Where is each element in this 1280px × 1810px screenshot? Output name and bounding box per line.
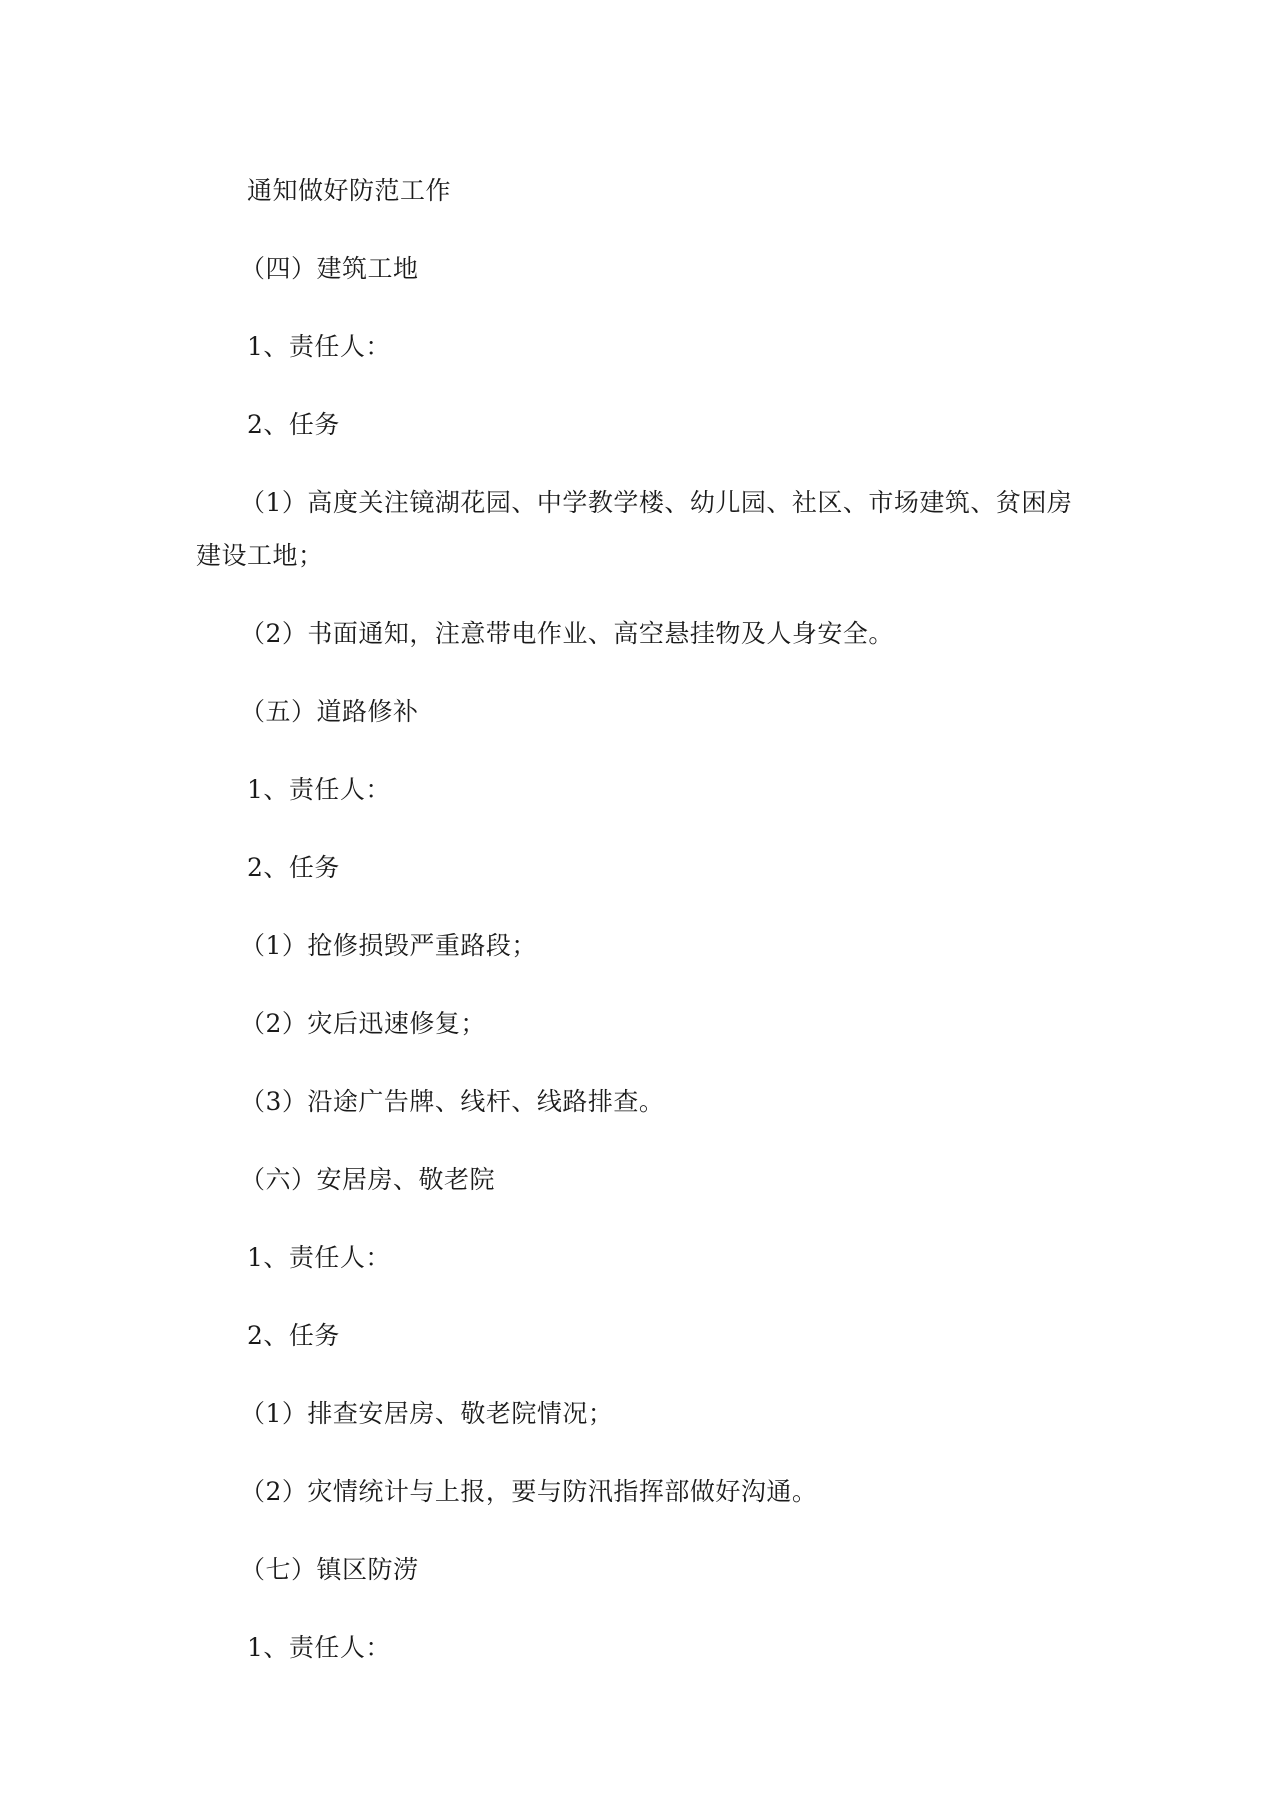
paragraph-task-1-item-1: （1）高度关注镜湖花园、中学教学楼、幼儿园、社区、市场建筑、贫困房 <box>240 488 1073 517</box>
paragraph-task-3: 2、任务 <box>247 1321 340 1350</box>
paragraph-task-2: 2、任务 <box>247 853 340 882</box>
paragraph-responsible-1: 1、责任人： <box>247 332 391 361</box>
paragraph-task-3-item-2: （2）灾情统计与上报，要与防汛指挥部做好沟通。 <box>240 1477 818 1506</box>
heading-construction-sites: （四）建筑工地 <box>240 254 419 283</box>
paragraph-task-1: 2、任务 <box>247 410 340 439</box>
paragraph-responsible-2: 1、责任人： <box>247 775 391 804</box>
heading-town-flood-prevention: （七）镇区防涝 <box>240 1555 419 1584</box>
paragraph-notice: 通知做好防范工作 <box>247 176 452 205</box>
paragraph-task-1-item-2: （2）书面通知，注意带电作业、高空悬挂物及人身安全。 <box>240 619 894 648</box>
paragraph-task-2-item-1: （1）抢修损毁严重路段； <box>240 931 537 960</box>
paragraph-responsible-4: 1、责任人： <box>247 1633 391 1662</box>
heading-housing-nursing-home: （六）安居房、敬老院 <box>240 1165 496 1194</box>
paragraph-task-1-item-1-cont: 建设工地； <box>196 541 324 570</box>
heading-road-repair: （五）道路修补 <box>240 697 419 726</box>
paragraph-responsible-3: 1、责任人： <box>247 1243 391 1272</box>
paragraph-task-3-item-1: （1）排查安居房、敬老院情况； <box>240 1399 614 1428</box>
paragraph-task-2-item-2: （2）灾后迅速修复； <box>240 1009 486 1038</box>
paragraph-task-2-item-3: （3）沿途广告牌、线杆、线路排查。 <box>240 1087 665 1116</box>
